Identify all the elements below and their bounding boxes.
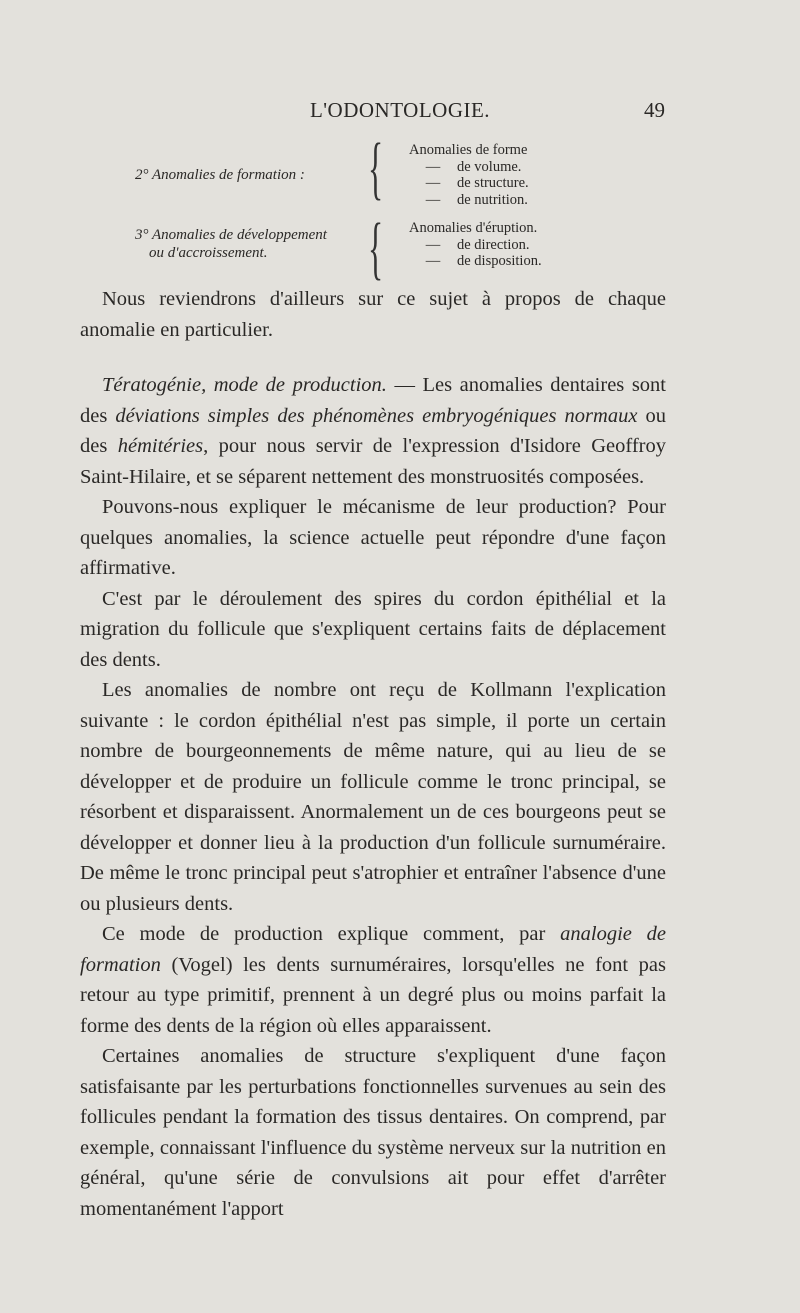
paragraph: Pouvons-nous expliquer le mécanisme de leur production? Pour quelques anomalies, la science actuelle peut répondre d'une façon affirmative. — [80, 496, 666, 579]
list-item: — de nutrition. — [425, 191, 528, 208]
paragraph: Ce mode de production explique comment, par analogie de formation (Vogel) les dents surnuméraires, lorsqu'elles ne font pas retour au type primitif, prennent à un degré plus ou moins parfait la forme des dents de la région où elles apparaissent. — [80, 923, 666, 1037]
page-number: 49 — [644, 98, 665, 122]
paragraph: Certaines anomalies de structure s'expliquent d'une façon satisfaisante par les perturbations fonctionnelles survenues au sein des follicules pendant la formation des tissus dentaires. On comprend, par exemple, connaissant l'influence du système nerveux sur la nutrition en général, qu'une série de convulsions ait pour effet d'arrêter momentanément l'apport — [80, 1045, 666, 1220]
list-item: — de disposition. — [425, 253, 542, 269]
list-item: — de volume. — [425, 158, 522, 175]
running-header: L'ODONTOLOGIE. — [309, 98, 491, 122]
group2-label: 2° Anomalies de formation : — [135, 167, 305, 183]
group2-brace: { — [368, 130, 384, 207]
list-item: Anomalies d'éruption. — [409, 220, 538, 236]
paragraph: C'est par le déroulement des spires du cordon épithélial et la migration du follicule que s'expliquent certains faits de déplacement des dents. — [80, 587, 666, 671]
group3-label: 3° Anomalies de développement ou d'accroissement. — [135, 227, 327, 261]
group3-brace: { — [368, 210, 384, 287]
paragraph: Tératogénie, mode de production. — Les anomalies dentaires sont des déviations simples des phénomènes embryogéniques normaux ou des hémitéries, pour nous servir de l'expression d'Isidore Geoffroy Saint-Hilaire, et se séparent nettement des monstruosités composées. — [80, 374, 667, 488]
paragraph: Nous reviendrons d'ailleurs sur ce sujet à propos de chaque anomalie en particulier. — [80, 288, 666, 341]
body-text — [80, 284, 666, 1224]
list-item: — de structure. — [425, 175, 529, 191]
section-heading: Tératogénie, mode de production. — [102, 374, 387, 396]
list-item: — de direction. — [425, 236, 530, 253]
paragraph: Les anomalies de nombre ont reçu de Kollmann l'explication suivante : le cordon épithélial n'est pas simple, il porte un certain nombre de bourgeonnements de même nature, qui au lieu de se développer et de produire un follicule comme le tronc principal, se résorbent et disparaissent. Anormalement un de ces bourgeons peut se développer et donner lieu à la production d'un follicule surnuméraire. De même le tronc principal peut s'atrophier et entraîner l'absence d'une ou plusieurs dents. — [80, 679, 666, 915]
group3-list — [409, 220, 542, 270]
group2-list — [409, 142, 529, 208]
list-item: Anomalies de forme — [409, 142, 528, 158]
